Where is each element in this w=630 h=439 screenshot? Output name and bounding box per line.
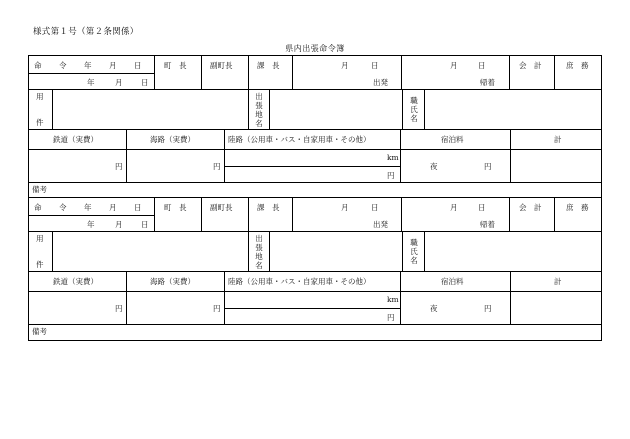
date-year-label: 年 — [87, 220, 95, 229]
departure-label: 出発 — [373, 220, 388, 229]
accounting-stamp-cell[interactable] — [510, 198, 555, 231]
order-date-cell[interactable] — [29, 56, 155, 89]
sea-header-cell — [127, 272, 225, 291]
total-amount-field[interactable] — [511, 292, 603, 324]
return-month-label: 月 — [450, 203, 458, 212]
sea-yen-unit: 円 — [213, 162, 221, 171]
total-header-cell — [511, 272, 603, 291]
business-label-bottom: 件 — [36, 118, 44, 127]
post-name-field[interactable] — [425, 90, 603, 129]
remarks-row[interactable] — [29, 325, 601, 339]
cost-value-row — [29, 292, 601, 325]
cost-header-row — [29, 130, 601, 150]
rail-amount-field[interactable] — [29, 292, 127, 324]
rail-label: 鉄道（実費） — [53, 135, 98, 144]
rail-amount-field[interactable] — [29, 150, 127, 182]
departure-month-label: 月 — [341, 203, 349, 212]
mayor-stamp-cell[interactable] — [155, 198, 202, 231]
sea-label: 海路（実費） — [150, 277, 195, 286]
return-cell[interactable] — [402, 56, 510, 89]
cost-header-row — [29, 272, 601, 292]
departure-label: 出発 — [373, 78, 388, 87]
land-label: 陸路（公用車・バス・自家用車・その他） — [228, 277, 371, 286]
return-month-label: 月 — [450, 61, 458, 70]
departure-cell[interactable] — [293, 56, 402, 89]
date-year-label: 年 — [87, 78, 95, 87]
land-header-cell — [225, 272, 401, 291]
mayor-stamp-cell[interactable] — [155, 56, 202, 89]
land-amount-field[interactable] — [225, 150, 401, 182]
date-month-label: 月 — [115, 220, 123, 229]
order-date-cell[interactable] — [29, 198, 155, 231]
deputy-mayor-label: 副町長 — [210, 61, 233, 70]
lodging-amount-field[interactable] — [401, 292, 511, 324]
business-row — [29, 90, 601, 130]
rail-header-cell — [29, 272, 127, 291]
land-header-cell — [225, 130, 401, 149]
business-label-cell — [29, 90, 53, 129]
order-block-1 — [28, 55, 602, 198]
rail-header-cell — [29, 130, 127, 149]
departure-month-label: 月 — [341, 61, 349, 70]
sea-label: 海路（実費） — [150, 135, 195, 144]
lodging-yen-unit: 円 — [484, 162, 492, 171]
deputy-mayor-stamp-cell[interactable] — [202, 198, 249, 231]
remarks-label: 備考 — [32, 327, 47, 336]
land-yen-unit: 円 — [387, 171, 395, 180]
business-label-cell — [29, 232, 53, 271]
post-name-label: 職氏名 — [410, 238, 418, 265]
form-number-label: 様式第１号（第２条関係） — [33, 27, 139, 37]
post-name-label: 職氏名 — [410, 96, 418, 123]
date-day-label: 日 — [141, 220, 149, 229]
deputy-mayor-stamp-cell[interactable] — [202, 56, 249, 89]
mayor-label: 町 長 — [164, 61, 187, 70]
clerk-stamp-cell[interactable] — [555, 198, 603, 231]
page-title: 県内出張命令簿 — [285, 44, 345, 53]
total-amount-field[interactable] — [511, 150, 603, 182]
land-label: 陸路（公用車・バス・自家用車・その他） — [228, 135, 371, 144]
departure-cell[interactable] — [293, 198, 402, 231]
sea-yen-unit: 円 — [213, 304, 221, 313]
land-yen-unit: 円 — [387, 313, 395, 322]
clerk-label: 庶 務 — [566, 203, 589, 212]
destination-label: 出張地名 — [255, 92, 263, 128]
rail-label: 鉄道（実費） — [53, 277, 98, 286]
destination-field[interactable] — [270, 232, 403, 271]
lodging-label: 宿泊料 — [441, 135, 464, 144]
return-label: 帰着 — [480, 78, 495, 87]
lodging-yen-unit: 円 — [484, 304, 492, 313]
lodging-header-cell — [401, 130, 511, 149]
post-name-label-cell — [403, 90, 425, 129]
section-chief-stamp-cell[interactable] — [249, 56, 293, 89]
date-month-label: 月 — [115, 78, 123, 87]
deputy-mayor-label: 副町長 — [210, 203, 233, 212]
order-date-label: 命 令 年 月 日 — [34, 61, 147, 70]
return-day-label: 日 — [478, 61, 486, 70]
total-label: 計 — [554, 135, 562, 144]
rail-yen-unit: 円 — [115, 162, 123, 171]
lodging-header-cell — [401, 272, 511, 291]
approval-row — [29, 198, 601, 232]
business-label-top: 用 — [36, 92, 44, 101]
total-label: 計 — [554, 277, 562, 286]
approval-row — [29, 56, 601, 90]
business-row — [29, 232, 601, 272]
business-field[interactable] — [53, 232, 249, 271]
section-chief-label: 課 長 — [257, 61, 280, 70]
departure-day-label: 日 — [371, 203, 379, 212]
departure-day-label: 日 — [371, 61, 379, 70]
destination-field[interactable] — [270, 90, 403, 129]
mayor-label: 町 長 — [164, 203, 187, 212]
order-block-2 — [28, 198, 602, 341]
land-km-unit: km — [387, 153, 399, 162]
destination-label-cell — [249, 90, 270, 129]
lodging-amount-field[interactable] — [401, 150, 511, 182]
return-cell[interactable] — [402, 198, 510, 231]
remarks-row[interactable] — [29, 183, 601, 197]
section-chief-stamp-cell[interactable] — [249, 198, 293, 231]
cost-value-row — [29, 150, 601, 183]
lodging-label: 宿泊料 — [441, 277, 464, 286]
destination-label-cell — [249, 232, 270, 271]
date-day-label: 日 — [141, 78, 149, 87]
business-field[interactable] — [53, 90, 249, 129]
accounting-label: 会 計 — [519, 61, 542, 70]
return-day-label: 日 — [478, 203, 486, 212]
business-label-bottom: 件 — [36, 260, 44, 269]
lodging-night-unit: 夜 — [430, 162, 438, 171]
sea-amount-field[interactable] — [127, 292, 225, 324]
sea-header-cell — [127, 130, 225, 149]
remarks-label: 備考 — [32, 185, 47, 194]
lodging-night-unit: 夜 — [430, 304, 438, 313]
business-label-top: 用 — [36, 234, 44, 243]
clerk-label: 庶 務 — [566, 61, 589, 70]
post-name-field[interactable] — [425, 232, 603, 271]
rail-yen-unit: 円 — [115, 304, 123, 313]
order-date-label: 命 令 年 月 日 — [34, 203, 147, 212]
clerk-stamp-cell[interactable] — [555, 56, 603, 89]
total-header-cell — [511, 130, 603, 149]
post-name-label-cell — [403, 232, 425, 271]
section-chief-label: 課 長 — [257, 203, 280, 212]
destination-label: 出張地名 — [255, 234, 263, 270]
return-label: 帰着 — [480, 220, 495, 229]
accounting-stamp-cell[interactable] — [510, 56, 555, 89]
accounting-label: 会 計 — [519, 203, 542, 212]
land-amount-field[interactable] — [225, 292, 401, 324]
land-km-unit: km — [387, 295, 399, 304]
sea-amount-field[interactable] — [127, 150, 225, 182]
